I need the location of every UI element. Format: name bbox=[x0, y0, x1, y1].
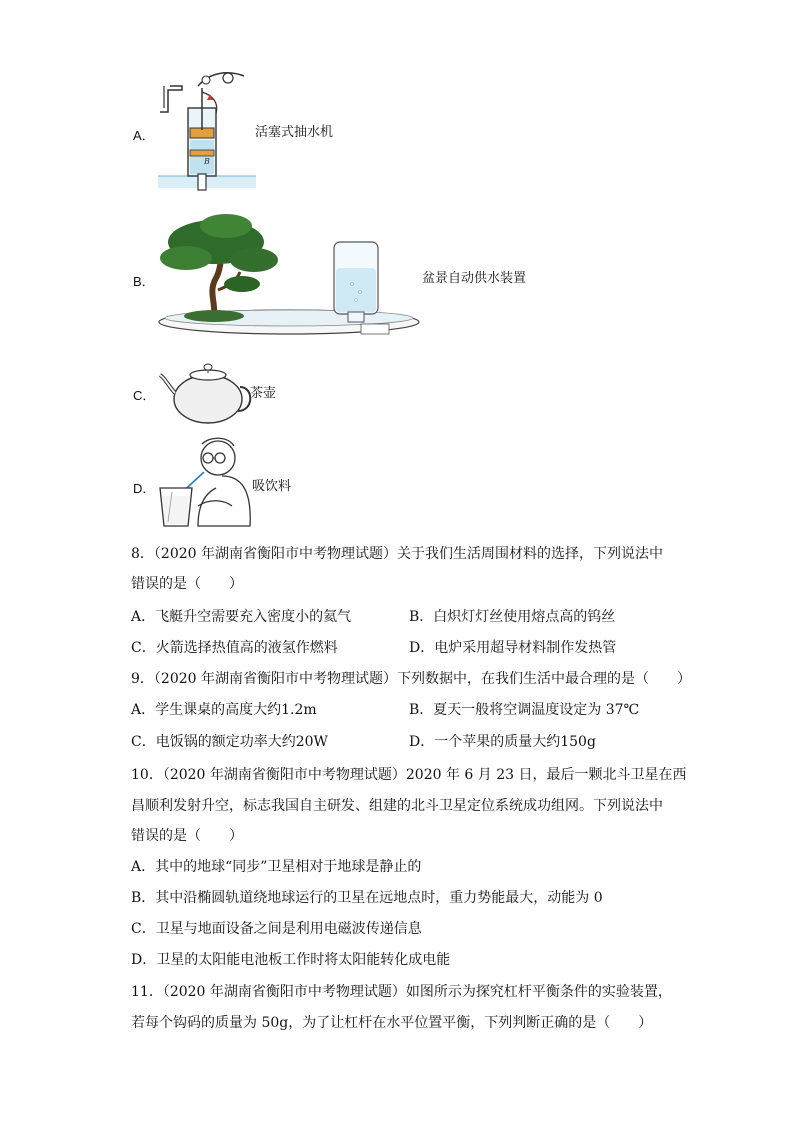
option-b-letter: B． bbox=[133, 274, 155, 289]
option-c-letter: C． bbox=[133, 388, 156, 403]
q10-option-b: B．其中沿椭圆轨道绕地球运行的卫星在远地点时，重力势能最大，动能为 0 bbox=[131, 890, 603, 906]
q11-stem-line2: 若每个钩码的质量为 50g，为了让杠杆在水平位置平衡，下列判断正确的是（ ） bbox=[131, 1015, 653, 1031]
q8-option-b: B．白炽灯灯丝使用熔点高的钨丝 bbox=[409, 609, 616, 625]
option-a-letter: A． bbox=[133, 128, 155, 143]
q11-stem-line1: 11．（2020 年湖南省衡阳市中考物理试题）如图所示为探究杠杆平衡条件的实验装置， bbox=[131, 984, 672, 1000]
q10-stem-line2: 昌顺利发射升空，标志我国自主研发、组建的北斗卫星定位系统成功组网。下列说法中 bbox=[131, 798, 663, 814]
piston-pump-figure bbox=[158, 68, 258, 196]
option-c-caption: 茶壶 bbox=[250, 386, 277, 401]
teapot-illustration bbox=[158, 355, 252, 425]
option-a-caption: 活塞式抽水机 bbox=[255, 125, 334, 140]
q9-option-b: B．夏天一般将空调温度设定为 37℃ bbox=[409, 702, 640, 718]
pump-valve-b-label: B bbox=[204, 157, 210, 166]
q9-option-c: C．电饭锅的额定功率大约20W bbox=[131, 734, 328, 750]
q9-option-d: D．一个苹果的质量大约150g bbox=[409, 734, 596, 750]
q8-stem-line2: 错误的是（ ） bbox=[131, 576, 243, 592]
q10-option-d: D．卫星的太阳能电池板工作时将太阳能转化成电能 bbox=[131, 952, 451, 968]
option-d-caption: 吸饮料 bbox=[252, 479, 292, 494]
q10-stem-line1: 10．（2020 年湖南省衡阳市中考物理试题）2020 年 6 月 23 日，最后一颗北斗卫星在西 bbox=[131, 767, 687, 783]
piston-pump-illustration bbox=[158, 68, 258, 196]
q9-stem-line1: 9．（2020 年湖南省衡阳市中考物理试题）下列数据中，在我们生活中最合理的是（ ） bbox=[131, 671, 691, 687]
drinking-straw-figure bbox=[158, 436, 254, 528]
q10-option-c: C．卫星与地面设备之间是利用电磁波传递信息 bbox=[131, 921, 422, 937]
drinking-straw-illustration bbox=[158, 436, 254, 528]
q8-option-a: A．飞艇升空需要充入密度小的氦气 bbox=[131, 609, 352, 625]
q8-option-c: C．火箭选择热值高的液氢作燃料 bbox=[131, 640, 338, 656]
q10-option-a: A．其中的地球“同步”卫星相对于地球是静止的 bbox=[131, 859, 422, 875]
q9-option-a: A．学生课桌的高度大约1.2m bbox=[131, 702, 317, 718]
bonsai-figure bbox=[156, 212, 422, 344]
teapot-figure bbox=[158, 355, 252, 425]
bonsai-water-supply-illustration bbox=[156, 212, 422, 344]
option-b-caption: 盆景自动供水装置 bbox=[422, 271, 527, 286]
q8-option-d: D．电炉采用超导材料制作发热管 bbox=[409, 640, 617, 656]
q10-stem-line3: 错误的是（ ） bbox=[131, 828, 243, 844]
q8-stem-line1: 8．（2020 年湖南省衡阳市中考物理试题）关于我们生活周围材料的选择，下列说法中 bbox=[131, 546, 663, 562]
option-d-letter: D． bbox=[133, 481, 156, 496]
